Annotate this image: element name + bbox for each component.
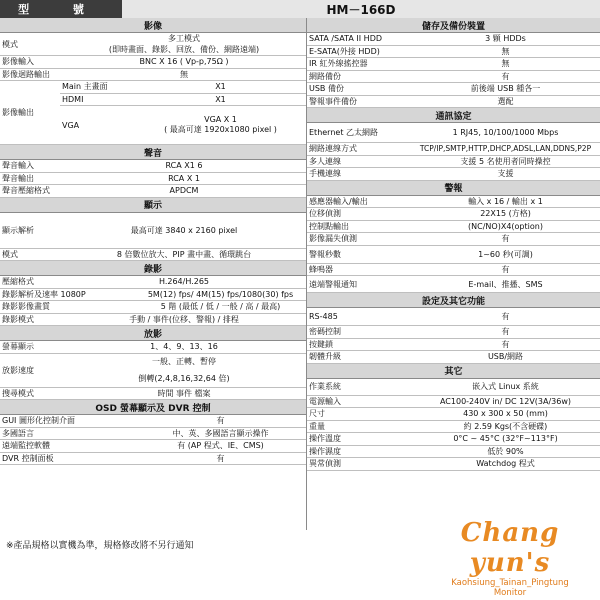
spec-key: 位移偵測	[309, 209, 341, 219]
spec-value: X1	[215, 94, 226, 104]
spec-value: 有	[501, 327, 510, 337]
spec-value: 有	[501, 234, 510, 244]
spec-value: 無	[180, 69, 188, 79]
spec-key: 聲音輸入	[2, 161, 34, 171]
spec-key: 影像迴路輸出	[2, 69, 50, 79]
spec-key: Ethernet 乙太網路	[309, 128, 379, 137]
spec-row	[307, 339, 600, 352]
spec-value-line: 多工模式	[168, 34, 200, 43]
spec-row	[0, 415, 306, 428]
section-record: 錄影	[0, 261, 306, 276]
spec-value: 選配	[497, 96, 514, 106]
spec-row	[307, 396, 600, 409]
spec-row	[0, 289, 306, 302]
spec-key: RS-485	[309, 312, 338, 321]
spec-value: X1	[215, 82, 226, 92]
spec-value: BNC X 16 ( Vp-p,75Ω )	[139, 57, 229, 67]
spec-row	[0, 173, 306, 186]
spec-key: 重量	[309, 421, 325, 431]
spec-value: H.264/H.265	[158, 277, 210, 287]
spec-row	[0, 314, 306, 327]
spec-value: RCA X 1	[168, 173, 200, 183]
spec-key: 操作溫度	[309, 434, 341, 444]
spec-key: 控制點輸出	[309, 221, 349, 231]
spec-value: 有	[501, 264, 510, 274]
spec-key: 影像漏失偵測	[309, 234, 357, 244]
watermark-sub2: Monitor	[493, 588, 527, 598]
spec-value	[135, 106, 306, 144]
spec-row	[0, 185, 306, 198]
spec-row	[307, 458, 600, 471]
spec-row	[307, 351, 600, 364]
section-alarm: 警報	[307, 181, 600, 196]
spec-value: 嵌入式 Linux 系統	[472, 382, 539, 391]
spec-key: 網路備份	[309, 71, 341, 81]
spec-row	[307, 196, 600, 209]
spec-value	[62, 354, 306, 387]
header-bar	[0, 0, 600, 18]
right-column	[307, 18, 600, 471]
spec-value: 有	[216, 453, 225, 463]
spec-row	[0, 453, 306, 466]
spec-key: 警報秒數	[309, 249, 341, 259]
spec-value: 430 x 300 x 50 (mm)	[463, 409, 548, 419]
spec-key: 顯示解析	[2, 225, 34, 235]
video-output-group	[0, 81, 306, 145]
spec-key: 搜尋模式	[2, 388, 34, 398]
spec-row	[307, 58, 600, 71]
spec-row	[307, 433, 600, 446]
section-setup: 設定及其它功能	[307, 293, 600, 308]
spec-value: 前後端 USB 種各一	[470, 84, 541, 94]
watermark-brand: Chang yun's	[460, 518, 560, 578]
spec-value: 1 RJ45, 10/100/1000 Mbps	[452, 128, 559, 137]
spec-row	[307, 221, 600, 234]
spec-key: 壓縮格式	[2, 277, 34, 287]
spec-key: 模式	[2, 39, 18, 49]
spec-row	[0, 354, 306, 388]
spec-value: 1、4、9、13、16	[150, 342, 218, 352]
spec-value: 22X15 (方格)	[480, 209, 531, 219]
spec-value: 3 顆 HDDs	[485, 34, 526, 44]
spec-row	[60, 81, 306, 94]
gsub	[60, 81, 306, 144]
spec-key: 影像輸出	[2, 108, 34, 117]
section-comm: 通訊協定	[307, 108, 600, 123]
spec-value: AC100-240V in/ DC 12V(3A/36w)	[439, 396, 572, 406]
spec-row	[0, 341, 306, 354]
spec-row	[0, 428, 306, 441]
spec-value: 有	[501, 312, 510, 321]
spec-value-line: (即時畫面、錄影、回放、備份、網路遠端)	[108, 45, 260, 54]
spec-key: 感應器輸入/輸出	[309, 196, 368, 206]
left-column	[0, 18, 306, 465]
spec-row	[0, 160, 306, 173]
spec-value: Watchdog 程式	[476, 459, 535, 469]
spec-key: 操作濕度	[309, 446, 341, 456]
spec-value: E-mail、推播、SMS	[468, 279, 543, 289]
spec-row	[307, 46, 600, 59]
spec-row	[307, 264, 600, 277]
spec-key: IR 紅外線搖控器	[309, 59, 368, 69]
spec-value-line: ( 最高可達 1920x1080 pixel )	[164, 125, 277, 134]
spec-row	[0, 388, 306, 401]
spec-key: HDMI	[62, 94, 84, 104]
spec-row	[307, 326, 600, 339]
spec-row	[307, 408, 600, 421]
spec-key: 手機連線	[309, 169, 341, 179]
footnote: ※產品規格以實機為準，規格修改將不另行通知	[6, 541, 194, 551]
spec-value: 無	[501, 59, 510, 69]
spec-row	[60, 106, 306, 144]
model-label: 型 號	[0, 0, 122, 18]
spec-row	[307, 421, 600, 434]
spec-value: TCP/IP,SMTP,HTTP,DHCP,ADSL,LAN,DDNS,P2P	[419, 144, 592, 154]
spec-key: USB 備份	[309, 84, 344, 94]
section-storage: 儲存及備份裝置	[307, 18, 600, 33]
spec-key: 作業系統	[309, 382, 341, 391]
spec-value: 低於 90%	[487, 446, 524, 456]
spec-row	[307, 379, 600, 396]
spec-value: 有 (AP 程式、IE、CMS)	[177, 441, 264, 451]
spec-value: 1~60 秒(可調)	[478, 249, 533, 259]
spec-key: 錄影模式	[2, 314, 34, 324]
spec-key: DVR 控制面板	[2, 453, 54, 463]
spec-key: 警報事件備份	[309, 96, 357, 106]
spec-key: 按鍵鎖	[309, 339, 333, 349]
spec-key: E-SATA(外接 HDD)	[309, 46, 380, 56]
spec-row	[307, 71, 600, 84]
spec-row	[0, 301, 306, 314]
spec-row	[307, 308, 600, 326]
spec-row	[307, 446, 600, 459]
spec-key: 異常偵測	[309, 459, 341, 469]
spec-row	[307, 168, 600, 181]
spec-row	[307, 233, 600, 246]
spec-key: 蜂鳴器	[309, 264, 333, 274]
spec-row	[0, 213, 306, 249]
spec-key: 影像輸入	[2, 57, 34, 67]
spec-key: 韌體升級	[309, 352, 341, 362]
spec-value-line: VGA X 1	[204, 115, 237, 124]
spec-key: 螢幕顯示	[2, 342, 34, 352]
spec-row	[60, 94, 306, 107]
spec-value-line: 倒轉(2,4,8,16,32,64 倍)	[138, 374, 230, 383]
spec-row	[307, 246, 600, 264]
spec-value: (NC/NO)X4(option)	[468, 221, 543, 231]
spec-key: 錄影影像畫質	[2, 302, 50, 312]
spec-value: 5M(12) fps/ 4M(15) fps/1080(30) fps	[147, 289, 294, 299]
spec-value: 時間 事件 檔案	[157, 388, 211, 398]
section-osd: OSD 螢幕顯示及 DVR 控制	[0, 400, 306, 415]
spec-key: 模式	[2, 249, 18, 259]
spec-row	[307, 83, 600, 96]
spec-value: 有	[501, 339, 510, 349]
spec-row	[0, 69, 306, 82]
spec-row	[0, 249, 306, 262]
spec-row	[0, 33, 306, 56]
section-video: 影像	[0, 18, 306, 33]
spec-row	[0, 440, 306, 453]
spec-key: 遠端警報通知	[309, 279, 357, 289]
spec-row	[0, 276, 306, 289]
spec-key: GUI 圖形化控制介面	[2, 416, 75, 426]
spec-key: SATA /SATA II HDD	[309, 34, 383, 44]
spec-row	[307, 123, 600, 143]
spec-row	[307, 276, 600, 293]
model-value: HM－166D	[122, 0, 600, 18]
spec-row	[307, 96, 600, 109]
spec-key: 尺寸	[309, 409, 325, 419]
section-audio: 聲音	[0, 145, 306, 160]
spec-row	[307, 33, 600, 46]
spec-key: 遠端監控軟體	[2, 441, 50, 451]
spec-value: 輸入 x 16 / 輸出 x 1	[468, 196, 543, 206]
spec-value: 手動 / 事件(位移、警報) / 排程	[129, 314, 239, 324]
spec-value: 約 2.59 Kgs(不含硬碟)	[463, 421, 548, 431]
spec-value: 有	[216, 416, 225, 426]
spec-value: 支援 5 名使用者同時操控	[460, 156, 551, 166]
spec-value: 8 倍數位放大、PIP 畫中畫、循環跳台	[116, 249, 252, 259]
spec-key: 多國語言	[2, 428, 34, 438]
spec-value: 有	[501, 71, 510, 81]
spec-key: 網路連線方式	[309, 144, 357, 154]
section-other: 其它	[307, 364, 600, 379]
spec-value: 支援	[497, 169, 514, 179]
spec-value: APDCM	[169, 186, 199, 196]
spec-value: USB/網路	[487, 352, 524, 362]
spec-key: 聲音壓縮格式	[2, 186, 50, 196]
spec-value: 無	[501, 46, 510, 56]
spec-key: 聲音輸出	[2, 173, 34, 183]
spec-key: Main 主畫面	[62, 82, 108, 92]
spec-value: 0°C ~ 45°C (32°F~113°F)	[453, 434, 558, 444]
spec-value: 最高可達 3840 x 2160 pixel	[130, 225, 238, 235]
section-display: 顯示	[0, 198, 306, 213]
watermark-sub1: Kaohsiung_Tainan_Pingtung	[451, 578, 569, 588]
spec-key: 電源輸入	[309, 396, 341, 406]
watermark-logo	[420, 518, 600, 598]
spec-row	[307, 143, 600, 156]
spec-key: 放影速度	[2, 365, 34, 375]
spec-key: VGA	[62, 120, 80, 130]
spec-key: 錄影解析及速率 1080P	[2, 289, 86, 299]
spec-row	[0, 56, 306, 69]
spec-key: 多人連線	[309, 156, 341, 166]
spec-row	[307, 156, 600, 169]
spec-value-line: 一般、正轉、暫停	[152, 357, 216, 366]
spec-value	[62, 33, 306, 55]
spec-value: 中、英、多國語言顯示操作	[172, 428, 269, 438]
spec-value: RCA X1 6	[165, 161, 203, 171]
spec-value: 5 階 (最低 / 低 / 一般 / 高 / 最高)	[160, 302, 281, 312]
spec-key: 密碼控制	[309, 327, 341, 337]
section-playback: 放影	[0, 326, 306, 341]
spec-row	[307, 208, 600, 221]
